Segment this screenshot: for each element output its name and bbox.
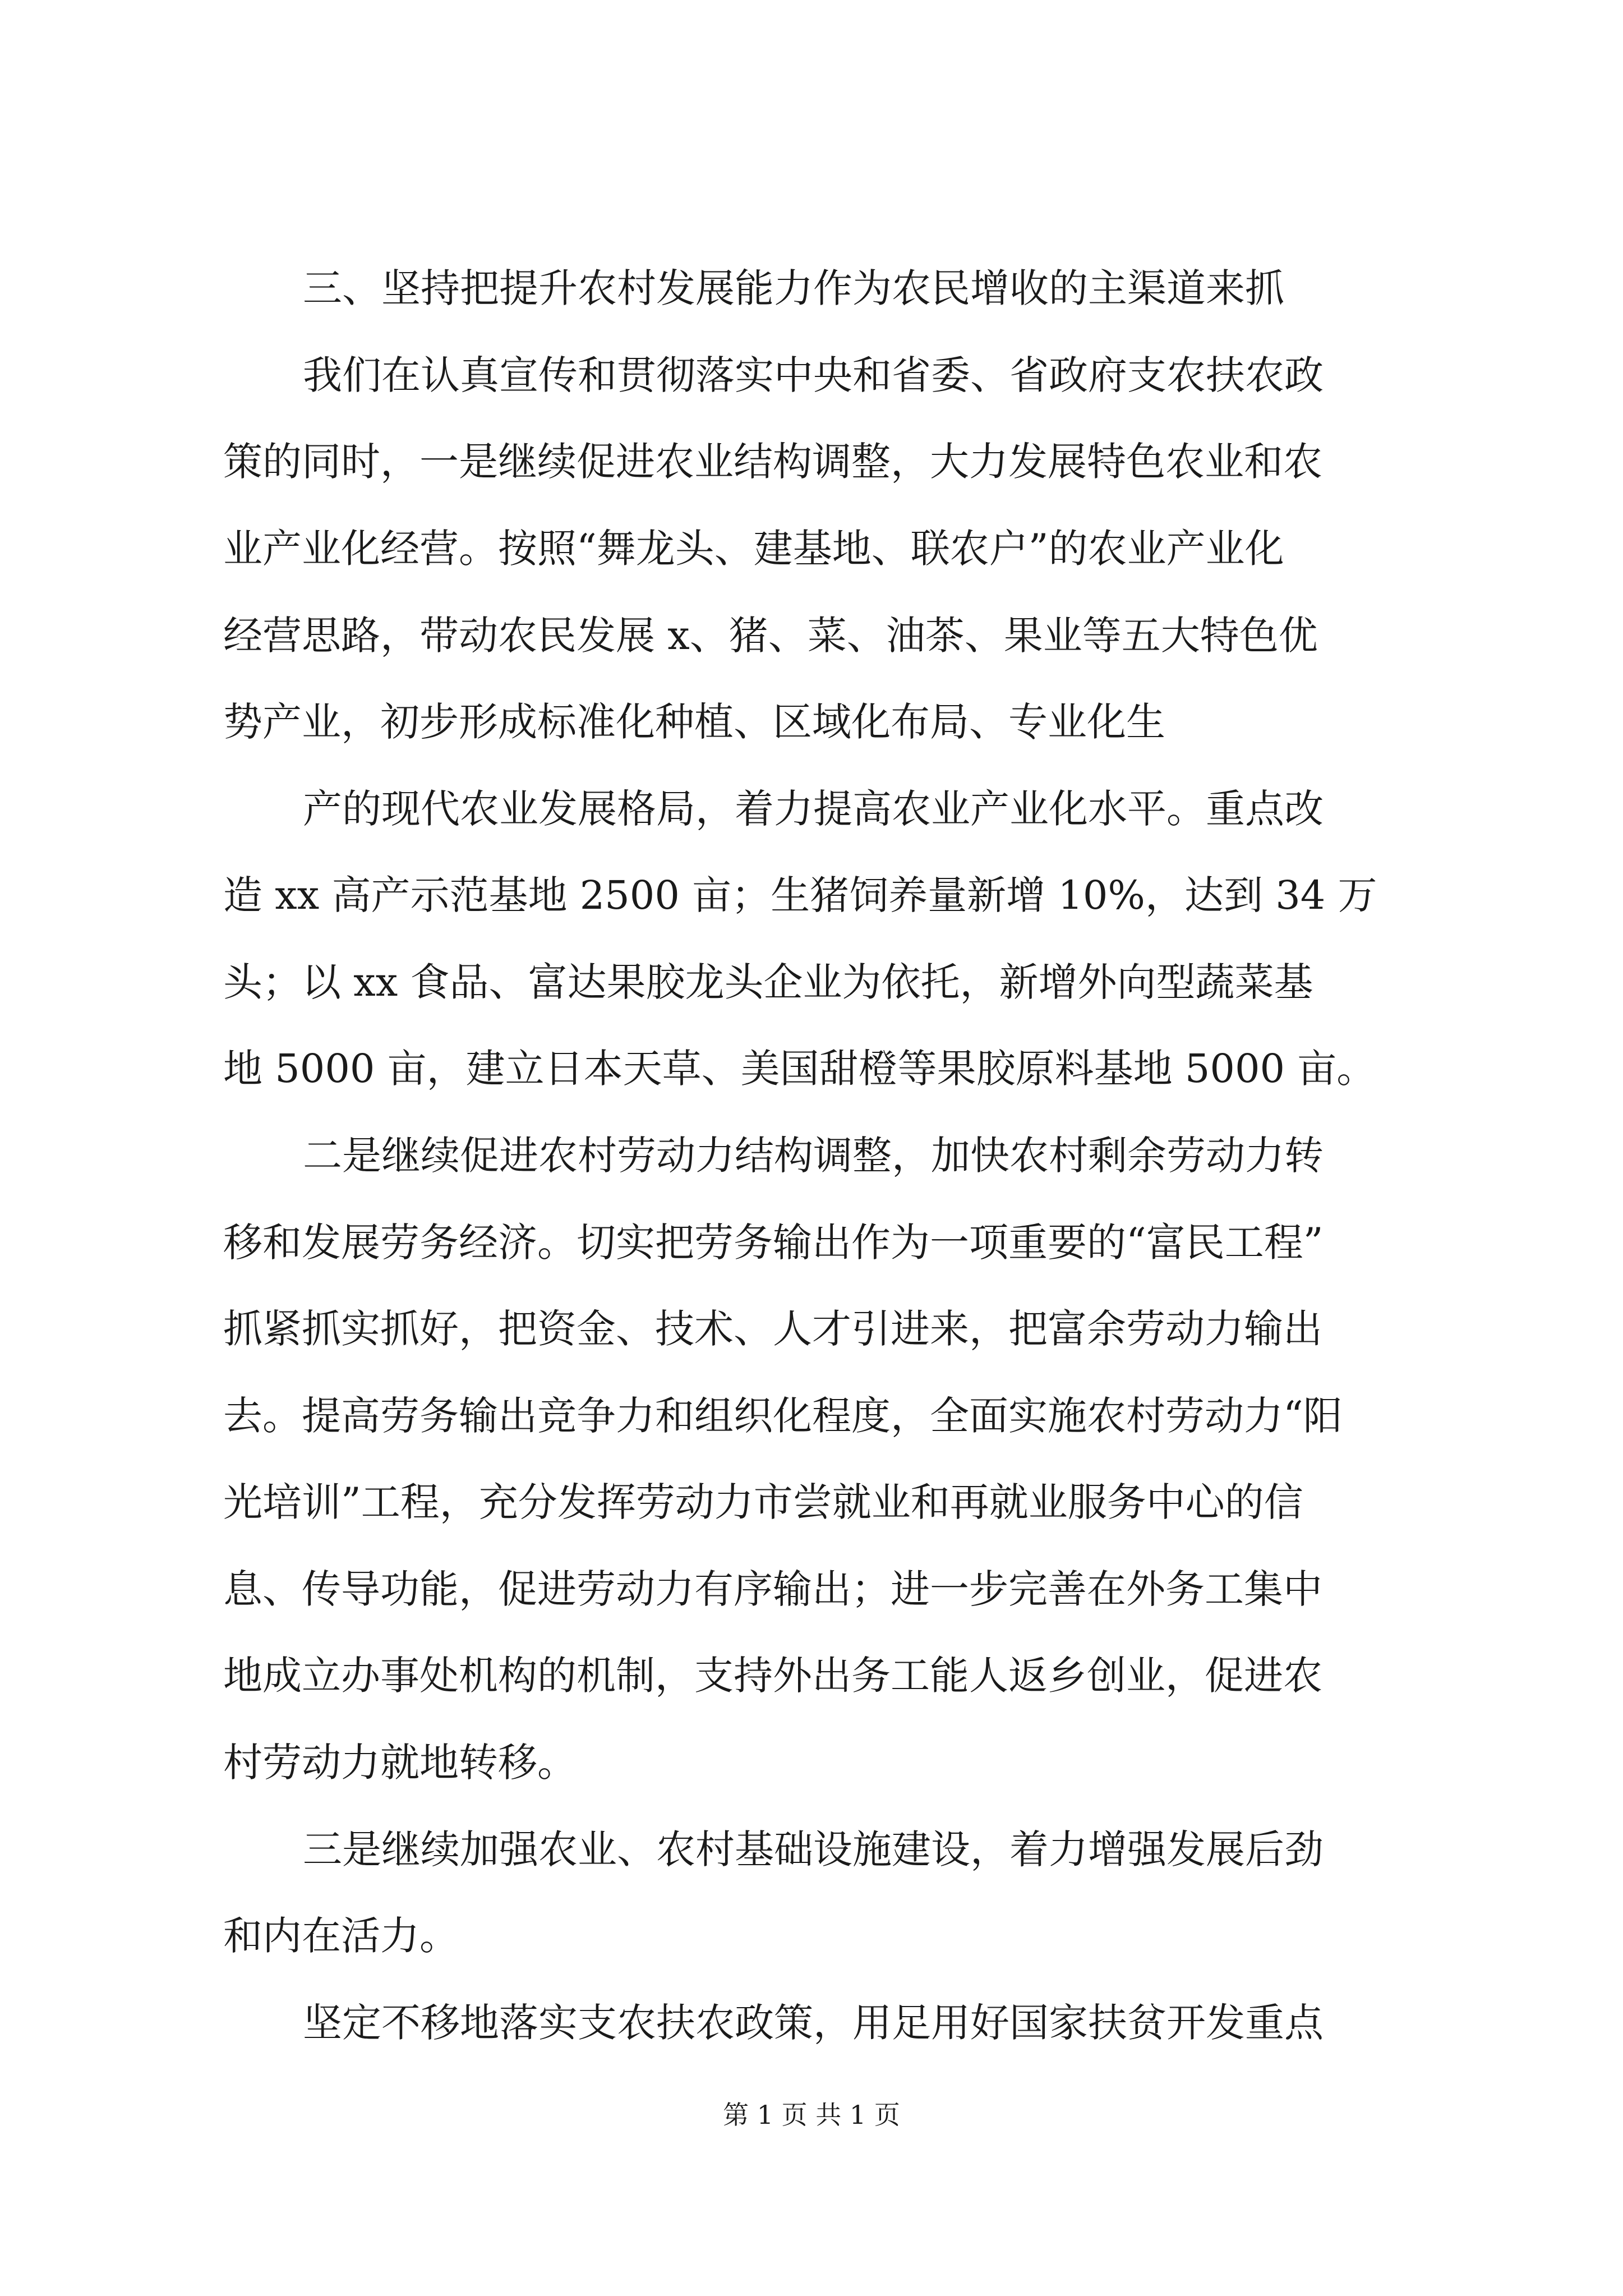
paragraph-line: 抓紧抓实抓好，把资金、技术、人才引进来，把富余劳动力输出 xyxy=(223,1306,1322,1352)
paragraph-line: 移和发展劳务经济。切实把劳务输出作为一项重要的“富民工程” xyxy=(223,1220,1324,1266)
paragraph-line: 光培训”工程，充分发挥劳动力市尝就业和再就业服务中心的信 xyxy=(223,1479,1303,1525)
paragraph-line: 地 5000 亩，建立日本天草、美国甜橙等果胶原料基地 5000 亩。 xyxy=(223,1046,1376,1092)
paragraph-line: 地成立办事处机构的机制，支持外出务工能人返乡创业，促进农 xyxy=(223,1653,1322,1699)
paragraph-line: 息、传导功能，促进劳动力有序输出；进一步完善在外务工集中 xyxy=(223,1566,1322,1612)
paragraph-line: 村劳动力就地转移。 xyxy=(223,1740,577,1786)
paragraph-line: 坚定不移地落实支农扶农政策，用足用好国家扶贫开发重点 xyxy=(303,2000,1324,2046)
paragraph-line: 和内在活力。 xyxy=(223,1913,459,1959)
paragraph-line: 去。提高劳务输出竞争力和组织化程度，全面实施农村劳动力“阳 xyxy=(223,1393,1343,1439)
paragraph-line: 业产业化经营。按照“舞龙头、建基地、联农户”的农业产业化 xyxy=(223,526,1284,572)
heading-section-3: 三、坚持把提升农村发展能力作为农民增收的主渠道来抓 xyxy=(303,265,1284,311)
paragraph-line: 策的同时，一是继续促进农业结构调整，大力发展特色农业和农 xyxy=(223,439,1322,485)
paragraph-line: 造 xx 高产示范基地 2500 亩；生猪饲养量新增 10%，达到 34 万 xyxy=(223,872,1377,918)
paragraph-line: 产的现代农业发展格局，着力提高农业产业化水平。重点改 xyxy=(303,786,1324,832)
paragraph-line: 头；以 xx 食品、富达果胶龙头企业为依托，新增外向型蔬菜基 xyxy=(223,959,1313,1005)
paragraph-line: 三是继续加强农业、农村基础设施建设，着力增强发展后劲 xyxy=(303,1826,1324,1872)
page-number-footer: 第 1 页 共 1 页 xyxy=(723,2100,900,2130)
paragraph-line: 势产业，初步形成标准化种植、区域化布局、专业化生 xyxy=(223,699,1165,745)
paragraph-line: 经营思路，带动农民发展 x、猪、菜、油茶、果业等五大特色优 xyxy=(223,613,1318,659)
paragraph-line: 我们在认真宣传和贯彻落实中央和省委、省政府支农扶农政 xyxy=(303,352,1324,398)
paragraph-line: 二是继续促进农村劳动力结构调整，加快农村剩余劳动力转 xyxy=(303,1133,1324,1179)
